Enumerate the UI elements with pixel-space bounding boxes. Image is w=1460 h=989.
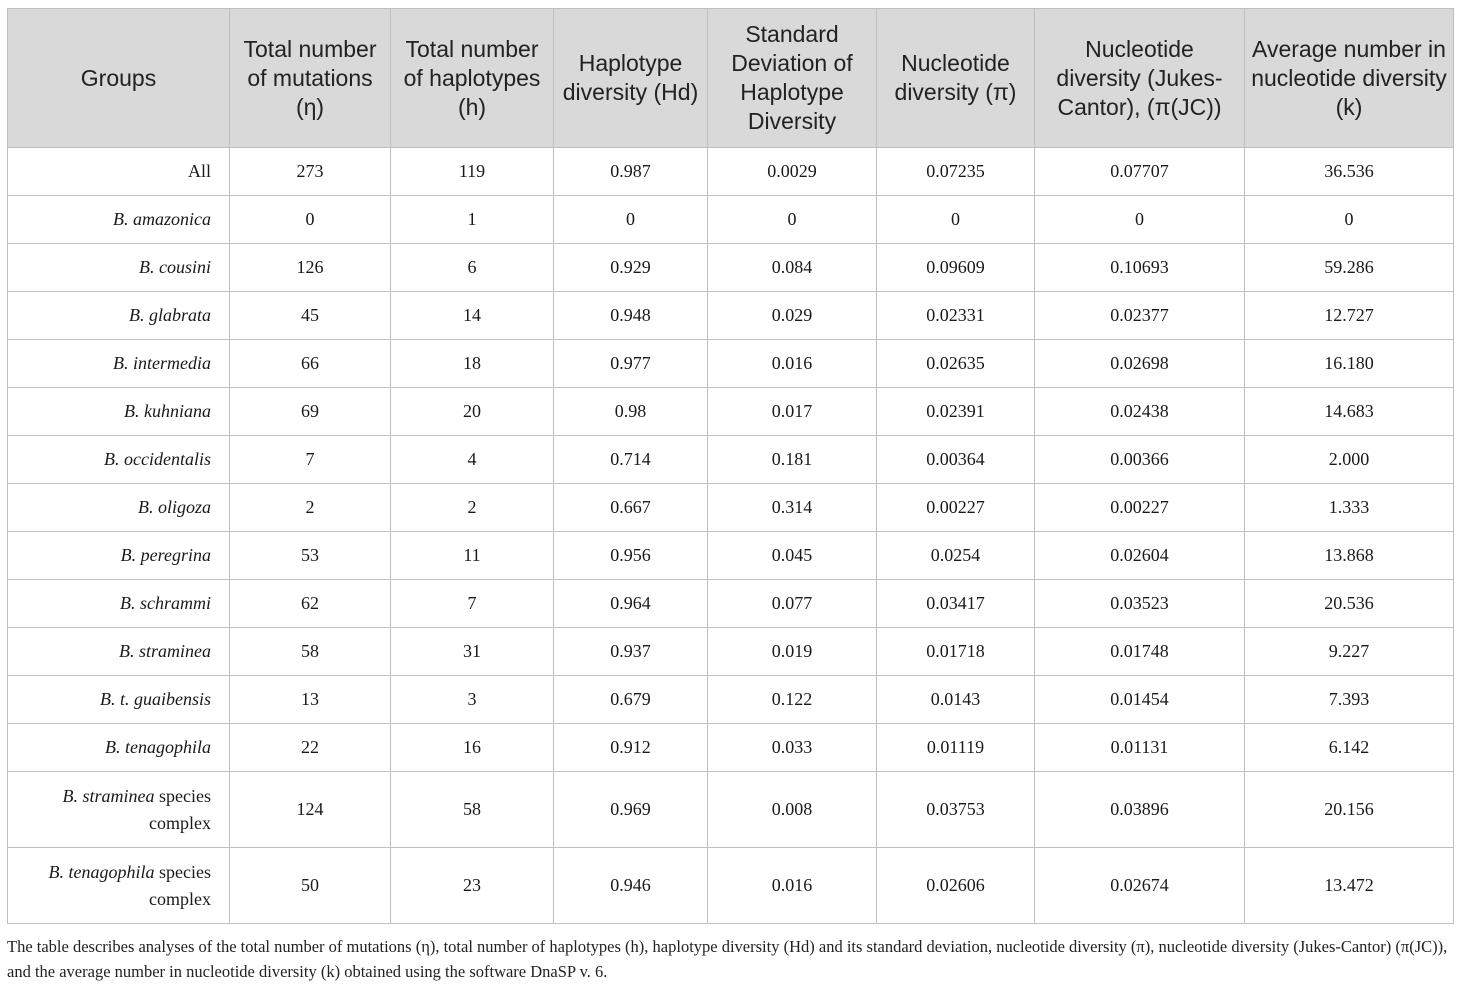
value-cell: 53	[230, 532, 391, 580]
header-row	[8, 9, 1454, 148]
value-cell: 0.02635	[877, 340, 1035, 388]
value-cell: 0.033	[708, 724, 877, 772]
value-cell: 0	[230, 196, 391, 244]
value-cell: 59.286	[1245, 244, 1454, 292]
value-cell: 0.714	[554, 436, 708, 484]
group-name-cell	[8, 532, 230, 580]
table-row	[8, 196, 1454, 244]
species-name: B. straminea	[119, 641, 211, 661]
value-cell: 0.987	[554, 148, 708, 196]
value-cell: 0.929	[554, 244, 708, 292]
group-name-cell	[8, 340, 230, 388]
value-cell: 7	[230, 436, 391, 484]
genetic-diversity-table	[7, 8, 1454, 924]
value-cell: 0.912	[554, 724, 708, 772]
value-cell: 0.07235	[877, 148, 1035, 196]
value-cell: 0.948	[554, 292, 708, 340]
value-cell: 0.02391	[877, 388, 1035, 436]
value-cell: 0.00366	[1035, 436, 1245, 484]
species-name: B. t. guaibensis	[100, 689, 211, 709]
group-name: All	[187, 161, 211, 181]
value-cell: 13	[230, 676, 391, 724]
value-cell: 14.683	[1245, 388, 1454, 436]
value-cell: 0.017	[708, 388, 877, 436]
value-cell: 0.00227	[1035, 484, 1245, 532]
table-row	[8, 676, 1454, 724]
table-footnote: The table describes analyses of the total number of mutations (η), total number of haplotypes (h), haplotype diversity (Hd) and its standard deviation, nucleotide diversity (π), nucleotide diversity (Jukes-Cantor) (π(JC)), and the average number in nucleotide diversity (k) obtained using the software DnaSP v. 6.	[7, 937, 1448, 981]
value-cell: 273	[230, 148, 391, 196]
value-cell: 126	[230, 244, 391, 292]
value-cell: 0.07707	[1035, 148, 1245, 196]
value-cell: 0.02377	[1035, 292, 1245, 340]
species-name: B. kuhniana	[124, 401, 211, 421]
table-row	[8, 532, 1454, 580]
column-header: Haplotype diversity (Hd)	[554, 9, 708, 148]
value-cell: 0.00227	[877, 484, 1035, 532]
species-name: B. amazonica	[113, 209, 211, 229]
column-header: Standard Deviation of Haplotype Diversity	[708, 9, 877, 148]
value-cell: 13.472	[1245, 848, 1454, 924]
value-cell: 2	[391, 484, 554, 532]
column-header: Nucleotide diversity (π)	[877, 9, 1035, 148]
group-name-cell	[8, 244, 230, 292]
value-cell: 0.00364	[877, 436, 1035, 484]
value-cell: 0.077	[708, 580, 877, 628]
value-cell: 0	[1245, 196, 1454, 244]
value-cell: 66	[230, 340, 391, 388]
column-header: Total number of mutations (η)	[230, 9, 391, 148]
column-header: Total number of haplotypes (h)	[391, 9, 554, 148]
value-cell: 7	[391, 580, 554, 628]
table-row	[8, 436, 1454, 484]
value-cell: 0.181	[708, 436, 877, 484]
value-cell: 45	[230, 292, 391, 340]
value-cell: 62	[230, 580, 391, 628]
value-cell: 13.868	[1245, 532, 1454, 580]
value-cell: 6.142	[1245, 724, 1454, 772]
group-name-cell	[8, 388, 230, 436]
value-cell: 58	[230, 628, 391, 676]
column-header: Nucleotide diversity (Jukes-Cantor), (π(JC))	[1035, 9, 1245, 148]
table-row	[8, 848, 1454, 924]
value-cell: 1	[391, 196, 554, 244]
value-cell: 20.536	[1245, 580, 1454, 628]
value-cell: 0.0254	[877, 532, 1035, 580]
species-name: B. schrammi	[120, 593, 211, 613]
value-cell: 6	[391, 244, 554, 292]
value-cell: 3	[391, 676, 554, 724]
table-row	[8, 292, 1454, 340]
value-cell: 18	[391, 340, 554, 388]
group-name-cell	[8, 580, 230, 628]
value-cell: 0.03753	[877, 772, 1035, 848]
value-cell: 7.393	[1245, 676, 1454, 724]
value-cell: 1.333	[1245, 484, 1454, 532]
table-row	[8, 484, 1454, 532]
value-cell: 0.01119	[877, 724, 1035, 772]
table-row	[8, 148, 1454, 196]
table-header	[8, 9, 1454, 148]
value-cell: 58	[391, 772, 554, 848]
group-name-cell	[8, 628, 230, 676]
value-cell: 9.227	[1245, 628, 1454, 676]
value-cell: 20.156	[1245, 772, 1454, 848]
value-cell: 0.02331	[877, 292, 1035, 340]
value-cell: 12.727	[1245, 292, 1454, 340]
value-cell: 0.314	[708, 484, 877, 532]
value-cell: 0.937	[554, 628, 708, 676]
value-cell: 22	[230, 724, 391, 772]
value-cell: 0.045	[708, 532, 877, 580]
group-name-cell	[8, 148, 230, 196]
column-header: Groups	[8, 9, 230, 148]
table-row	[8, 340, 1454, 388]
group-name-cell	[8, 848, 230, 924]
value-cell: 0.02674	[1035, 848, 1245, 924]
value-cell: 0.98	[554, 388, 708, 436]
table-row	[8, 772, 1454, 848]
group-suffix: species complex	[149, 861, 211, 909]
species-name: B. occidentalis	[104, 449, 211, 469]
value-cell: 0.667	[554, 484, 708, 532]
value-cell: 0.016	[708, 848, 877, 924]
value-cell: 0.03523	[1035, 580, 1245, 628]
value-cell: 0.964	[554, 580, 708, 628]
value-cell: 4	[391, 436, 554, 484]
value-cell: 0.01748	[1035, 628, 1245, 676]
group-suffix: species complex	[149, 785, 211, 833]
species-name: B. peregrina	[120, 545, 211, 565]
species-name: B. tenagophila	[48, 861, 155, 882]
value-cell: 50	[230, 848, 391, 924]
group-name-cell	[8, 484, 230, 532]
value-cell: 0	[1035, 196, 1245, 244]
value-cell: 2	[230, 484, 391, 532]
species-name: B. cousini	[139, 257, 211, 277]
group-name-cell	[8, 772, 230, 848]
table-row	[8, 724, 1454, 772]
table-row	[8, 244, 1454, 292]
group-name-cell	[8, 292, 230, 340]
value-cell: 23	[391, 848, 554, 924]
species-name: B. straminea	[62, 785, 155, 806]
value-cell: 119	[391, 148, 554, 196]
value-cell: 0.10693	[1035, 244, 1245, 292]
value-cell: 14	[391, 292, 554, 340]
value-cell: 0.084	[708, 244, 877, 292]
value-cell: 0	[708, 196, 877, 244]
value-cell: 0.679	[554, 676, 708, 724]
table-body	[8, 148, 1454, 924]
species-name: B. glabrata	[128, 305, 211, 325]
value-cell: 0	[554, 196, 708, 244]
value-cell: 0.019	[708, 628, 877, 676]
value-cell: 0.122	[708, 676, 877, 724]
value-cell: 0.02604	[1035, 532, 1245, 580]
species-name: B. oligoza	[137, 497, 211, 517]
value-cell: 0.03896	[1035, 772, 1245, 848]
group-name-cell	[8, 676, 230, 724]
value-cell: 0.008	[708, 772, 877, 848]
value-cell: 0.0029	[708, 148, 877, 196]
value-cell: 0.016	[708, 340, 877, 388]
value-cell: 0.03417	[877, 580, 1035, 628]
value-cell: 0.02698	[1035, 340, 1245, 388]
value-cell: 0.01454	[1035, 676, 1245, 724]
value-cell: 16	[391, 724, 554, 772]
species-name: B. intermedia	[113, 353, 211, 373]
value-cell: 0.029	[708, 292, 877, 340]
group-name-cell	[8, 196, 230, 244]
table-container	[7, 8, 1453, 924]
value-cell: 0.0143	[877, 676, 1035, 724]
value-cell: 20	[391, 388, 554, 436]
value-cell: 0.02606	[877, 848, 1035, 924]
value-cell: 0.09609	[877, 244, 1035, 292]
value-cell: 0.977	[554, 340, 708, 388]
value-cell: 0.946	[554, 848, 708, 924]
table-row	[8, 628, 1454, 676]
table-row	[8, 580, 1454, 628]
value-cell: 0.956	[554, 532, 708, 580]
value-cell: 0.02438	[1035, 388, 1245, 436]
value-cell: 69	[230, 388, 391, 436]
column-header: Average number in nucleotide diversity (k)	[1245, 9, 1454, 148]
value-cell: 0.969	[554, 772, 708, 848]
table-row	[8, 388, 1454, 436]
value-cell: 0.01718	[877, 628, 1035, 676]
value-cell: 11	[391, 532, 554, 580]
group-name-cell	[8, 436, 230, 484]
species-name: B. tenagophila	[105, 737, 211, 757]
value-cell: 2.000	[1245, 436, 1454, 484]
value-cell: 0.01131	[1035, 724, 1245, 772]
value-cell: 31	[391, 628, 554, 676]
value-cell: 16.180	[1245, 340, 1454, 388]
value-cell: 124	[230, 772, 391, 848]
value-cell: 36.536	[1245, 148, 1454, 196]
group-name-cell	[8, 724, 230, 772]
value-cell: 0	[877, 196, 1035, 244]
